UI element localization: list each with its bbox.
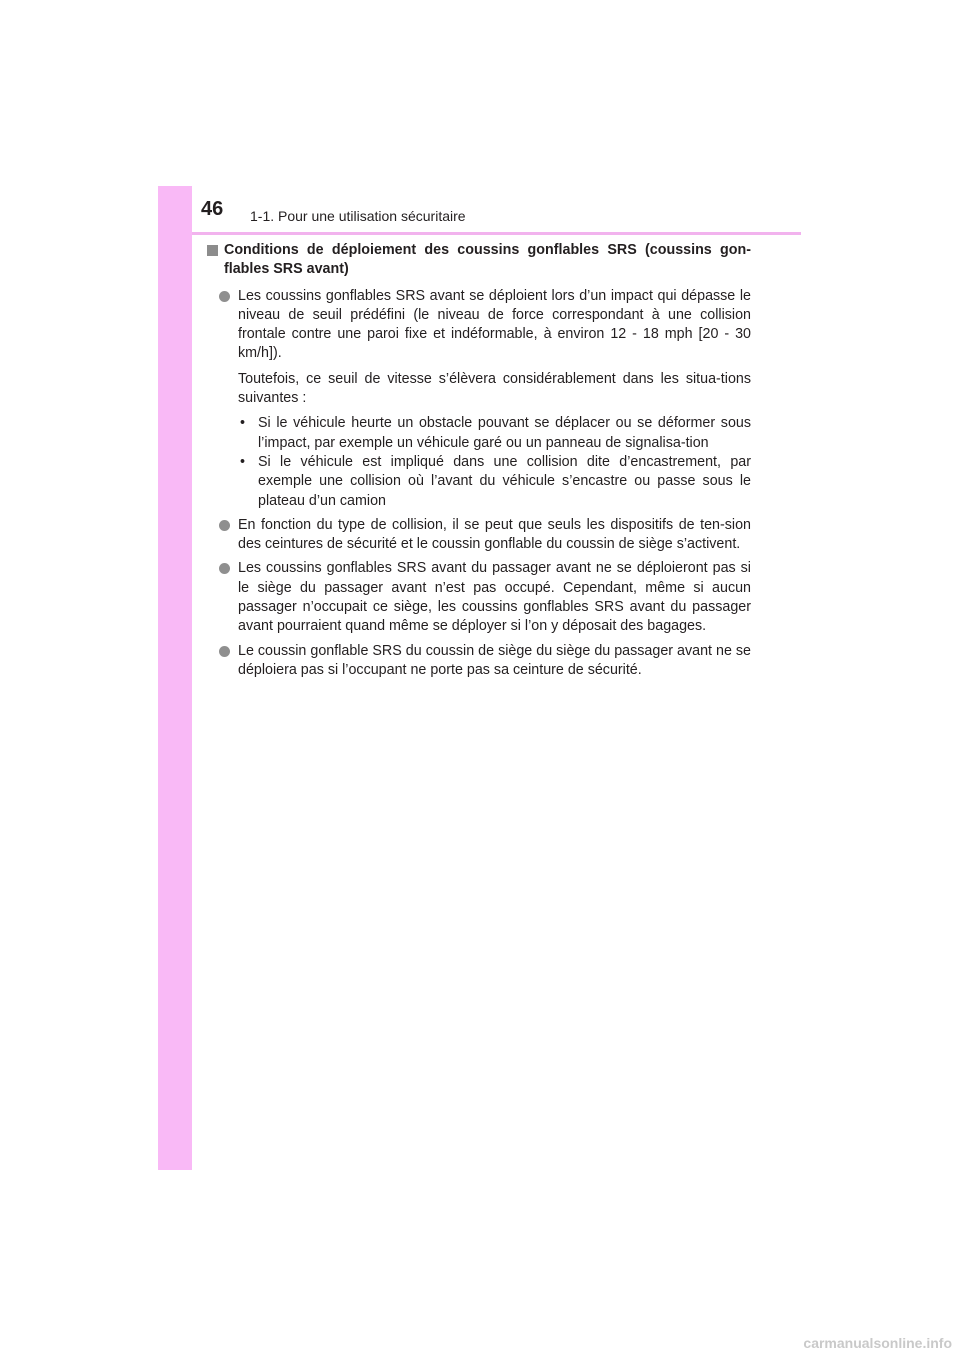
list-item xyxy=(219,287,751,511)
sub-list-item-text: Si le véhicule est impliqué dans une collision dite d’encastrement, par exemple une collision où l’avant du véhicule s’encastre ou passe sous le plateau d’un camion xyxy=(258,453,751,509)
circle-bullet-icon xyxy=(219,563,230,574)
sub-list xyxy=(238,414,751,510)
chapter-tab-strip xyxy=(158,186,192,1170)
list-item xyxy=(219,559,751,636)
paragraph: Les coussins gonflables SRS avant se déploient lors d’un impact qui dépasse le niveau de seuil prédéfini (le niveau de force correspondant à une collision frontale contre une paroi fixe et indéformable, à environ 12 - 18 mph [20 - 30 km/h]). xyxy=(238,287,751,362)
circle-bullet-icon xyxy=(219,520,230,531)
watermark: carmanualsonline.info xyxy=(803,1335,952,1351)
paragraph: Le coussin gonflable SRS du coussin de siège du siège du passager avant ne se déploiera pas si l’occupant ne porte pas sa ceinture de sécurité. xyxy=(238,642,751,678)
section-heading-text: Conditions de déploiement des coussins gonflables SRS (coussins gon-flables SRS avant) xyxy=(224,242,751,278)
sub-list-item xyxy=(240,453,751,511)
header-rule xyxy=(192,232,801,235)
sub-list-item-text: Si le véhicule heurte un obstacle pouvant se déplacer ou se déformer sous l’impact, par exemple un véhicule garé ou un panneau de signalisa-tion xyxy=(258,415,751,451)
paragraph: Les coussins gonflables SRS avant du passager avant ne se déploieront pas si le siège du passager avant n’est pas occupé. Cependant, même si aucun passager n’occupait ce siège, les coussins gonflables SRS avant du passager avant pourraient quand même se déployer si l’on y déposait des bagages. xyxy=(238,560,751,635)
square-bullet-icon xyxy=(207,245,218,256)
dot-bullet-icon: • xyxy=(240,415,246,432)
list-item xyxy=(219,642,751,681)
section-heading xyxy=(207,241,751,280)
page-content xyxy=(207,241,751,685)
page-number: 46 xyxy=(201,198,224,220)
paragraph: Toutefois, ce seuil de vitesse s’élèvera considérablement dans les situa-tions suivantes : xyxy=(238,370,751,407)
circle-bullet-icon xyxy=(219,646,230,657)
dot-bullet-icon: • xyxy=(240,453,246,470)
circle-bullet-icon xyxy=(219,291,230,302)
paragraph: En fonction du type de collision, il se peut que seuls les dispositifs de ten-sion des ceintures de sécurité et le coussin gonflable du coussin de siège s’activent. xyxy=(238,516,751,553)
section-title: 1-1. Pour une utilisation sécuritaire xyxy=(250,208,466,224)
list-item xyxy=(219,516,751,555)
sub-list-item xyxy=(240,414,751,453)
page-header xyxy=(201,198,801,230)
